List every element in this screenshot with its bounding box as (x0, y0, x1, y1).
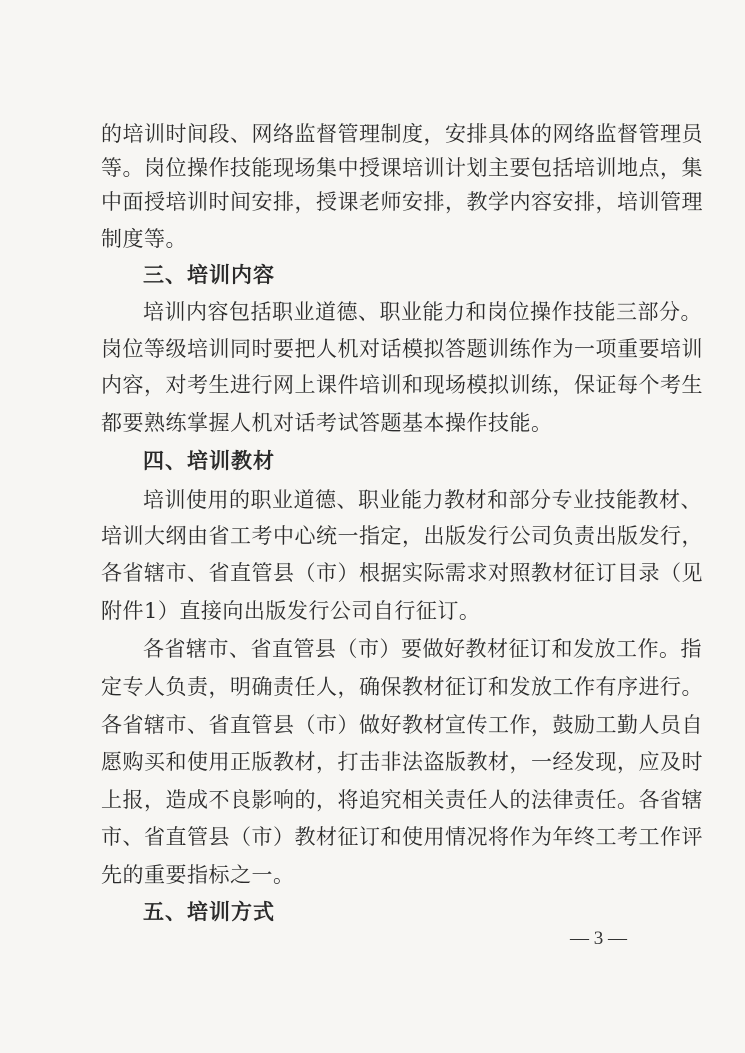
section-heading: 四、培训教材 (143, 449, 275, 473)
body-text-line: 岗位等级培训同时要把人机对话模拟答题训练作为一项重要培训 (101, 337, 703, 361)
section-heading: 三、培训内容 (143, 263, 275, 287)
body-text-line: 的培训时间段、网络监督管理制度，安排具体的网络监督管理员 (101, 122, 703, 146)
body-text-line: 培训大纲由省工考中心统一指定，出版发行公司负责出版发行， (101, 524, 703, 548)
body-text-line: 各省辖市、省直管县（市）做好教材宣传工作，鼓励工勤人员自 (101, 713, 703, 737)
body-text-line: 定专人负责，明确责任人，确保教材征订和发放工作有序进行。 (101, 675, 703, 699)
body-text-line: 培训使用的职业道德、职业能力教材和部分专业技能教材、 (143, 488, 702, 512)
body-text-line: 先的重要指标之一。 (101, 863, 295, 887)
body-text-line: 愿购买和使用正版教材，打击非法盗版教材，一经发现，应及时 (101, 750, 703, 774)
body-text-line: 培训内容包括职业道德、职业能力和岗位操作技能三部分。 (143, 300, 702, 324)
page-number: — 3 — (570, 928, 627, 949)
body-text-line: 都要熟练掌握人机对话考试答题基本操作技能。 (101, 411, 553, 435)
body-text-line: 中面授培训时间安排，授课老师安排，教学内容安排，培训管理 (101, 190, 703, 214)
body-text-line: 等。岗位操作技能现场集中授课培训计划主要包括培训地点，集 (101, 156, 703, 180)
body-text-line: 各省辖市、省直管县（市）要做好教材征订和发放工作。指 (143, 637, 702, 661)
body-text-line: 市、省直管县（市）教材征订和使用情况将作为年终工考工作评 (101, 825, 703, 849)
body-text-line: 上报，造成不良影响的，将追究相关责任人的法律责任。各省辖 (101, 788, 703, 812)
body-text-line: 附件1）直接向出版发行公司自行征订。 (101, 599, 481, 623)
section-heading: 五、培训方式 (143, 900, 275, 924)
body-text-line: 内容，对考生进行网上课件培训和现场模拟训练，保证每个考生 (101, 373, 703, 397)
body-text-line: 各省辖市、省直管县（市）根据实际需求对照教材征订目录（见 (101, 561, 703, 585)
body-text-line: 制度等。 (101, 227, 187, 251)
